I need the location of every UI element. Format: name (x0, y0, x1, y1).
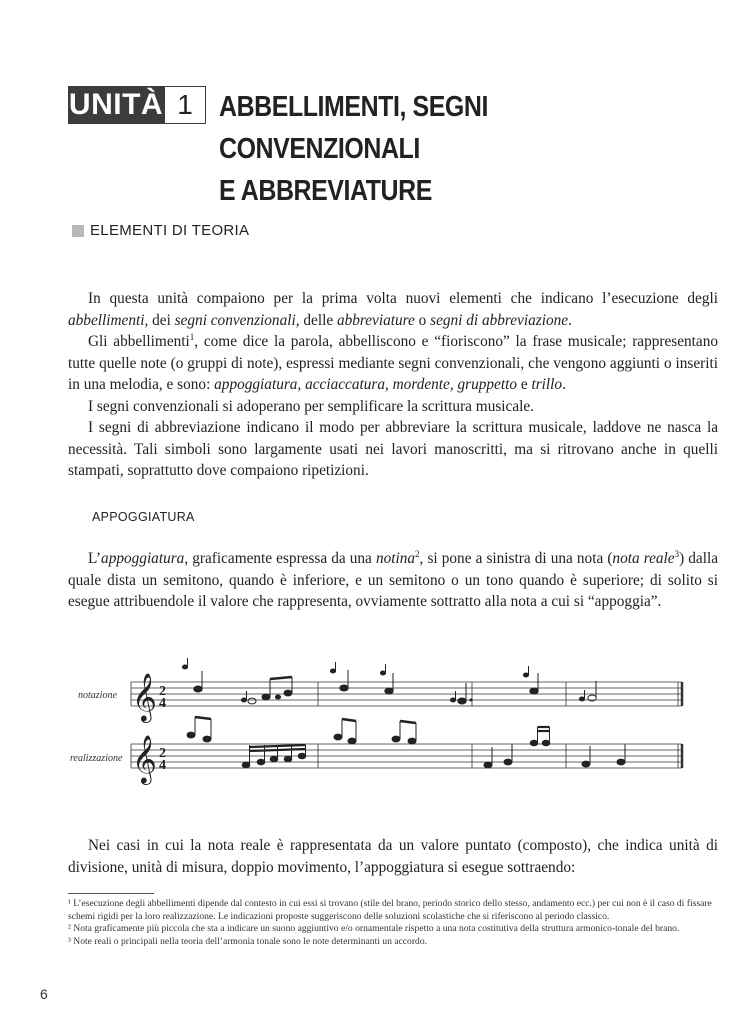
after-score-paragraph: Nei casi in cui la nota reale è rappresentata da un valore puntato (composto), che indica unità di divisione, unità di misura, doppio movimento, l’appoggiatura si esegue sottraendo: (68, 837, 718, 876)
time-sig-den: 4 (159, 696, 166, 711)
intro-text (68, 288, 718, 482)
music-score (70, 655, 696, 790)
time-sig-num-2: 2 (159, 746, 166, 761)
treble-clef-icon-2: 𝄞 (132, 737, 157, 783)
intro-paragraph-1: In questa unità compaiono per la prima volta nuovi elementi che indicano l’esecuzione degli abbellimenti, dei segni convenzionali, delle abbreviature o segni di abbreviazione. (68, 290, 718, 329)
subsection-heading: APPOGGIATURA (92, 510, 195, 524)
square-bullet-icon (72, 225, 84, 237)
score-label-realization: realizzazione (70, 753, 123, 764)
intro-paragraph-4: I segni di abbreviazione indicano il modo per abbreviare la scrittura musicale, laddove ne nasca la necessità. Tali simboli sono largamente usati nei lavori manoscritti, ma si ritrovano anche in quelli stampati, soprattutto dove compaiono ripetizioni. (68, 419, 718, 479)
footnote-1: ¹ L’esecuzione degli abbellimenti dipende dal contesto in cui essi si trovano (stile del brano, periodo storico dello stesso, andamento ecc.) per cui non è il caso di fissare schemi rigidi per la loro realizzazione. Le indicazioni proposte suggeriscono delle soluzioni scolastiche che si riferiscono al periodo classico. (68, 898, 712, 922)
chapter-title-line2: E ABBREVIATURE (219, 175, 432, 207)
section-title: ELEMENTI DI TEORIA (90, 222, 250, 239)
footnote-divider (68, 893, 154, 894)
realization-notes (187, 717, 625, 768)
intro-paragraph-2: Gli abbellimenti$^1$, come dice la parola, abbelliscono e “fioriscono” la frase musicale; rappresentano tutte quelle note (o gruppi di note), espressi mediante segni convenzionali, che vengono aggiunti o inseriti in una melodia, e sono: appoggiatura, acciaccatura, mordente, gruppetto e trillo. (68, 331, 719, 393)
unit-number: 1 (164, 86, 206, 124)
staff-realization (131, 744, 682, 768)
footnote-3: ³ Note reali o principali nella teoria dell’armonia tonale sono le note determinanti un accordo. (68, 935, 428, 947)
score-svg (70, 655, 696, 785)
score-label-notation: notazione (78, 690, 117, 701)
page-number: 6 (40, 986, 48, 1002)
staff-notation (131, 682, 682, 706)
footnotes (68, 893, 720, 948)
intro-paragraph-3: I segni convenzionali si adoperano per semplificare la scrittura musicale. (88, 397, 534, 415)
time-sig-den-2: 4 (159, 758, 166, 773)
appoggiatura-text (68, 548, 718, 613)
notation-notes (182, 658, 596, 704)
unit-label: UNITÀ (68, 86, 164, 124)
time-sig-num: 2 (159, 684, 166, 699)
section-heading (72, 222, 249, 239)
chapter-title-line1: ABBELLIMENTI, SEGNI CONVENZIONALI (219, 91, 488, 165)
chapter-title (219, 86, 666, 212)
treble-clef-icon: 𝄞 (132, 675, 157, 721)
after-score-text (68, 835, 718, 878)
appoggiatura-paragraph: L’appoggiatura, graficamente espressa da una notina$^2$, si pone a sinistra di una nota (nota reale$^3$) dalla quale dista un semitono, quando è inferiore, e un semitono o un tono quando è superiore; di solito si esegue attribuendole il valore che rappresenta, ovviamente sottratto alla nota a cui si “appoggia”. (68, 548, 718, 610)
footnote-2: ² Nota graficamente più piccola che sta a indicare un suono aggiuntivo e/o ornamentale rispetto a una nota costitutiva della struttura armonico-tonale del brano. (68, 923, 680, 934)
